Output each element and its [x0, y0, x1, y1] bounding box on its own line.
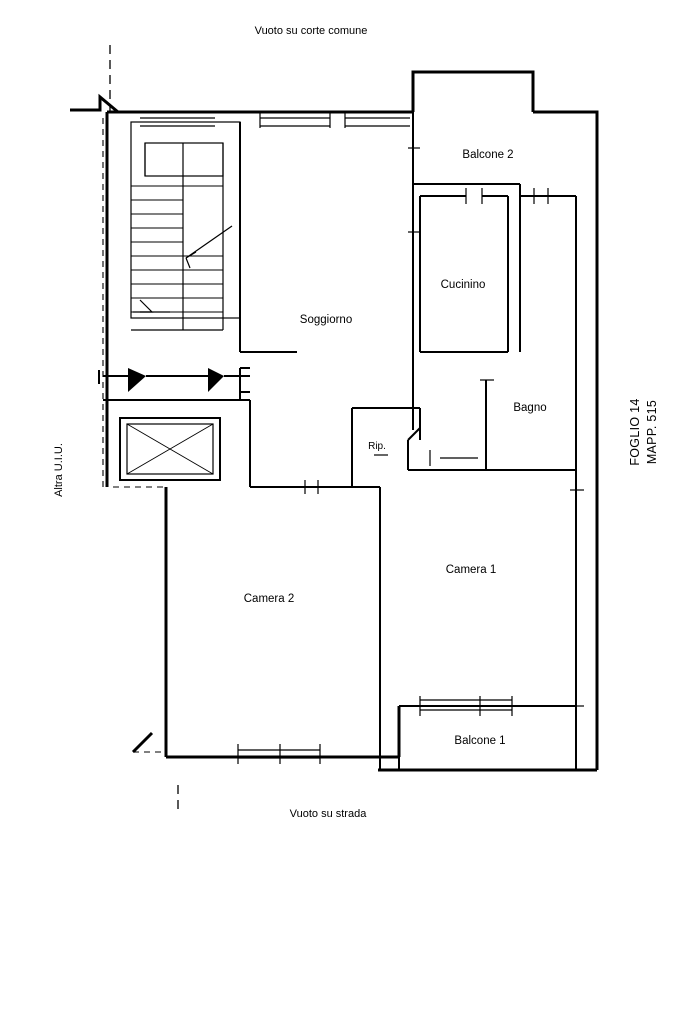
room-label-balcone-2: Balcone 2	[462, 149, 514, 161]
room-label-camera-1: Camera 1	[445, 564, 497, 576]
room-label-ripostiglio: Rip.	[368, 441, 386, 452]
staircase	[131, 122, 240, 330]
room-label-cucinino: Cucinino	[440, 279, 486, 291]
room-label-soggiorno: Soggiorno	[299, 314, 353, 326]
note-left: Altra U.I.U.	[53, 443, 65, 497]
elevator-shaft	[120, 418, 220, 480]
room-label-bagno: Bagno	[513, 402, 547, 414]
interior-walls	[107, 112, 576, 770]
note-right-mapp: MAPP. 515	[645, 399, 659, 465]
room-label-balcone-1: Balcone 1	[454, 735, 506, 747]
room-label-camera-2: Camera 2	[243, 593, 295, 605]
caption-bottom: Vuoto su strada	[289, 808, 367, 820]
note-right-foglio: FOGLIO 14	[628, 398, 642, 466]
outer-walls	[70, 72, 597, 770]
entry-doors	[99, 368, 250, 400]
window-openings	[140, 112, 584, 764]
caption-top: Vuoto su corte comune	[254, 25, 368, 37]
